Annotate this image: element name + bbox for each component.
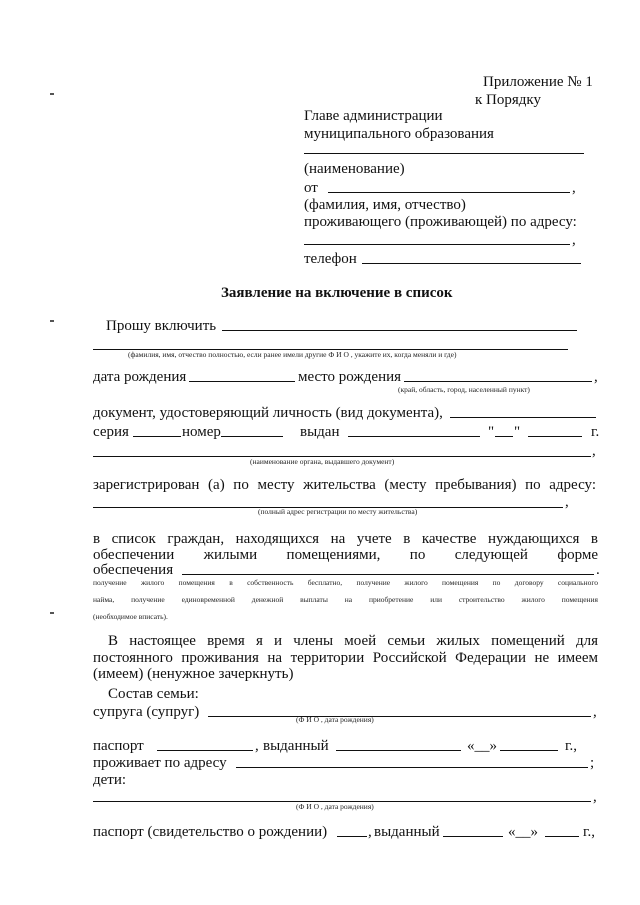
spouse-passport-label: паспорт [93, 738, 144, 754]
spouse-label: супруга (супруг) [93, 704, 200, 720]
purpose-hint-3: (необходимое вписать). [93, 612, 168, 621]
spouse-fio-hint: (Ф И О , дата рождения) [296, 715, 374, 724]
order-reference: к Порядку [475, 92, 541, 108]
birth-date-field[interactable] [189, 381, 295, 382]
name-hint: (фамилия, имя, отчество полностью, если ранее имели другие Ф И О , укажите их, когда меняли и где) [128, 350, 457, 359]
comma: , [593, 704, 597, 720]
registered-label: зарегистрирован (а) по месту жительства (месту пребывания) по адресу: [93, 477, 596, 493]
purpose-line-3: обеспечения [93, 562, 174, 578]
purpose-line-1: в список граждан, находящихся на учете в качестве нуждающихся в [93, 531, 598, 547]
comma: , [592, 443, 596, 459]
child-passport-field[interactable] [337, 836, 367, 837]
spouse-issued-label: выданный [263, 738, 329, 754]
document-title: Заявление на включение в список [221, 285, 453, 301]
issued-by-field[interactable] [348, 436, 480, 437]
municipality-name-field[interactable] [304, 153, 584, 154]
housing-form-field[interactable] [182, 574, 594, 575]
phone-label: телефон [304, 251, 357, 267]
birth-place-label: место рождения [298, 369, 402, 385]
comma: , [572, 232, 576, 248]
number-label: номер [182, 424, 221, 440]
child-issued-by-field[interactable] [443, 836, 503, 837]
comma: , [368, 824, 372, 840]
municipality-name-caption: (наименование) [304, 161, 405, 177]
birth-place-field[interactable] [404, 381, 592, 382]
issuer-hint: (наименование органа, выдавшего документ) [250, 457, 395, 466]
addressee-line-2: муниципального образования [304, 126, 494, 142]
family-heading: Состав семьи: [108, 686, 199, 702]
declaration-line-3: (имеем) (ненужное зачеркнуть) [93, 666, 294, 682]
residing-label: проживающего (проживающей) по адресу: [304, 214, 577, 230]
series-label: серия [93, 424, 129, 440]
included-person-field[interactable] [222, 330, 577, 331]
spouse-issued-by-field[interactable] [336, 750, 461, 751]
period: . [596, 562, 600, 578]
child-issue-month-field[interactable] [545, 836, 579, 837]
spouse-field[interactable] [208, 716, 591, 717]
applicant-fio-field[interactable] [328, 192, 570, 193]
quote-open: " [488, 424, 495, 440]
comma: , [594, 369, 598, 385]
child-date-mark: «__» [508, 824, 538, 840]
request-label: Прошу включить [106, 318, 217, 334]
issue-month-field[interactable] [528, 436, 582, 437]
child-year-label: г., [583, 824, 595, 840]
phone-field[interactable] [362, 263, 581, 264]
scan-mark [50, 320, 54, 322]
comma: , [255, 738, 259, 754]
birth-date-label: дата рождения [93, 369, 187, 385]
fio-caption: (фамилия, имя, отчество) [304, 197, 466, 213]
scan-mark [50, 93, 54, 95]
spouse-address-field[interactable] [236, 767, 588, 768]
issued-label: выдан [300, 424, 340, 440]
comma: , [593, 789, 597, 805]
registration-hint: (полный адрес регистрации по месту жительства) [258, 507, 418, 516]
child-passport-label: паспорт (свидетельство о рождении) [93, 824, 328, 840]
declaration-line-1: В настоящее время я и члены моей семьи жилых помещений для [108, 633, 598, 649]
id-document-field[interactable] [450, 417, 596, 418]
addressee-line-1: Главе администрации [304, 108, 443, 124]
series-field[interactable] [133, 436, 181, 437]
from-label: от [304, 180, 318, 196]
year-label: г. [591, 424, 600, 440]
applicant-address-field[interactable] [304, 244, 570, 245]
purpose-line-2: обеспечении жилыми помещениями, по следующей форме [93, 547, 598, 563]
appendix-number: Приложение № 1 [483, 74, 593, 90]
spouse-year-label: г., [565, 738, 577, 754]
birth-place-hint: (край, область, город, населенный пункт) [398, 385, 530, 394]
scan-mark [50, 612, 54, 614]
child-issued-label: выданный [374, 824, 440, 840]
spouse-passport-field[interactable] [157, 750, 253, 751]
purpose-hint-2: найма, получение единовременной денежной выплаты на приобретение или строительство жилого помещения [93, 595, 598, 604]
number-field[interactable] [221, 436, 283, 437]
issue-day-field[interactable] [495, 436, 513, 437]
comma: , [565, 494, 569, 510]
purpose-hint-1: получение жилого помещения в собственность бесплатно, получение жилого помещения по договору социального [93, 578, 598, 587]
spouse-issue-month-field[interactable] [500, 750, 558, 751]
children-fio-hint: (Ф И О , дата рождения) [296, 802, 374, 811]
spouse-residing-label: проживает по адресу [93, 755, 227, 771]
declaration-line-2: постоянного проживания на территории Российской Федерации не имеем [93, 650, 598, 666]
comma: , [572, 180, 576, 196]
quote-close: " [514, 424, 521, 440]
semicolon: ; [590, 755, 595, 771]
id-document-label: документ, удостоверяющий личность (вид документа), [93, 405, 443, 421]
spouse-date-mark: «__» [467, 738, 497, 754]
children-label: дети: [93, 772, 127, 788]
